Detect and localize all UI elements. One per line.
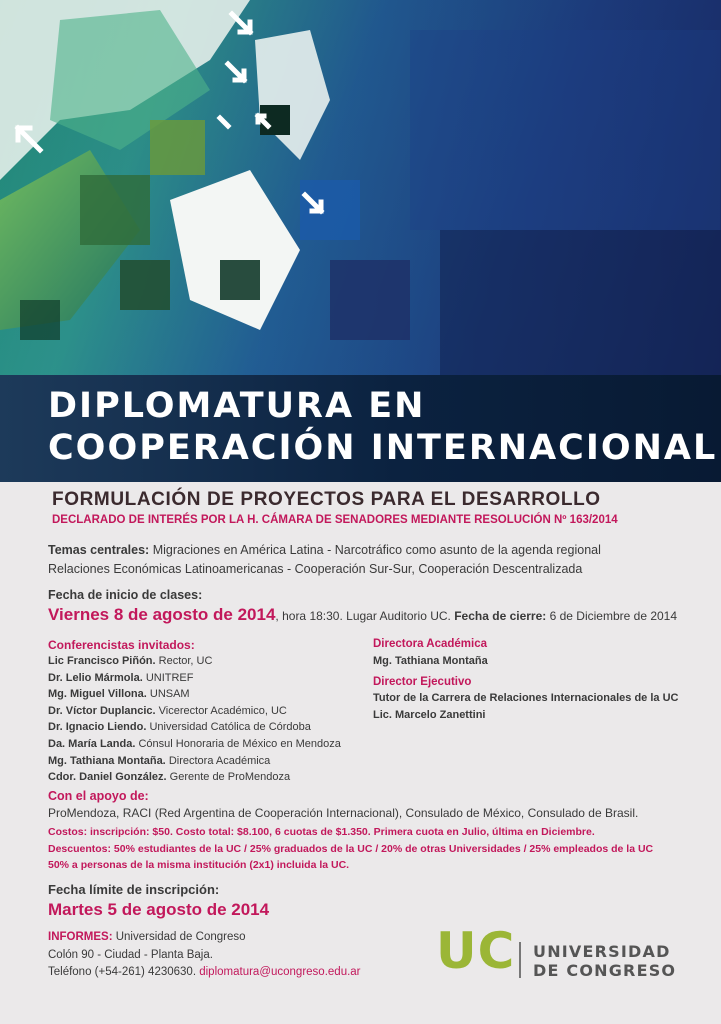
academic-director-label: Directora Académica [373,638,487,650]
speaker-name: Da. María Landa. [48,738,136,750]
start-line [48,605,677,625]
contact-phone: Teléfono (+54-261) 4230630. [48,966,197,978]
logo-text-line2: DE CONGRESO [533,961,677,980]
speaker-name: Dr. Ignacio Liendo. [48,721,147,734]
closing-label: Fecha de cierre: [454,609,547,623]
costs-line3: 50% a personas de la misma institución (2x1) incluida la UC. [48,859,350,871]
speaker-name: Cdor. Daniel González. [48,771,167,784]
contact-org: Universidad de Congreso [115,931,246,943]
contact-label: INFORMES: [48,931,113,943]
contact-address: Colón 90 - Ciudad - Planta Baja. [48,949,213,961]
costs-line2: Descuentos: 50% estudiantes de la UC / 25% graduados de la UC / 20% de otras Universidades / 25% empleados de la UC [48,843,654,855]
page-title-line1: DIPLOMATURA EN [48,386,426,426]
themes-text1: Migraciones en América Latina - Narcotráfico como asunto de la agenda regional [152,543,601,557]
logo-divider [519,942,521,978]
contact-line1 [48,931,246,943]
speaker-row [48,655,212,667]
speaker-role: Gerente de ProMendoza [169,771,291,784]
hero-artwork [0,0,721,378]
deadline-date: Martes 5 de agosto de 2014 [48,900,270,919]
speaker-row [48,688,190,700]
declaration: DECLARADO DE INTERÉS POR LA H. CÁMARA DE SENADORES MEDIANTE RESOLUCIÓN Nº 163/2014 [52,514,618,526]
costs-line1: Costos: inscripción: $50. Costo total: $8.100, 6 cuotas de $1.350. Primera cuota en Julio, última en Diciembre. [48,826,595,838]
speaker-name: Dr. Víctor Duplancic. [48,704,156,717]
speaker-role: UNITREF [145,671,194,684]
support-label: Con el apoyo de: [48,789,149,803]
speaker-role: Rector, UC [158,655,213,667]
themes-label: Temas centrales: [48,543,150,557]
speaker-role: Cónsul Honoraria de México en Mendoza [138,738,341,750]
speaker-row [48,755,270,767]
speaker-row [48,672,193,684]
executive-director-line2: Lic. Marcelo Zanettini [373,709,486,721]
uc-logo-mark: UC [436,922,516,980]
speaker-row [48,771,290,783]
themes-line1 [48,543,601,557]
speaker-name: Dr. Lelio Mármola. [48,671,143,684]
closing-date: 6 de Diciembre de 2014 [549,609,678,623]
page-title-line2: COOPERACIÓN INTERNACIONAL [48,428,718,468]
speaker-row [48,738,341,750]
themes-line2: Relaciones Económicas Latinoamericanas - Cooperación Sur-Sur, Cooperación Descentralizada [48,562,583,576]
support-text: ProMendoza, RACI (Red Argentina de Cooperación Internacional), Consulado de México, Consulado de Brasil. [48,806,639,820]
speaker-role: Directora Académica [168,754,271,767]
start-date: Viernes 8 de agosto de 2014 [48,605,276,624]
speakers-label: Conferencistas invitados: [48,638,195,652]
speaker-role: UNSAM [149,688,190,701]
academic-director-name: Mg. Tathiana Montaña [373,655,488,667]
deadline-label: Fecha límite de inscripción: [48,882,220,897]
speaker-role: Universidad Católica de Córdoba [149,721,311,734]
speaker-row [48,705,287,717]
start-details: , hora 18:30. Lugar Auditorio UC. [275,609,451,623]
subtitle: FORMULACIÓN DE PROYECTOS PARA EL DESARROLLO [52,489,601,510]
abstract-map-graphic [0,0,721,378]
logo-text-line1: UNIVERSIDAD [533,942,671,961]
speaker-name: Lic Francisco Piñón. [48,655,156,667]
speaker-role: Vicerector Académico, UC [158,704,287,717]
contact-line3 [48,966,361,978]
start-label: Fecha de inicio de clases: [48,588,203,602]
speaker-name: Mg. Miguel Villona. [48,688,147,701]
executive-director-label: Director Ejecutivo [373,676,472,688]
contact-email[interactable]: diplomatura@ucongreso.edu.ar [199,966,361,978]
speaker-row [48,721,311,733]
speaker-name: Mg. Tathiana Montaña. [48,754,166,767]
executive-director-line1: Tutor de la Carrera de Relaciones Internacionales de la UC [373,692,679,704]
